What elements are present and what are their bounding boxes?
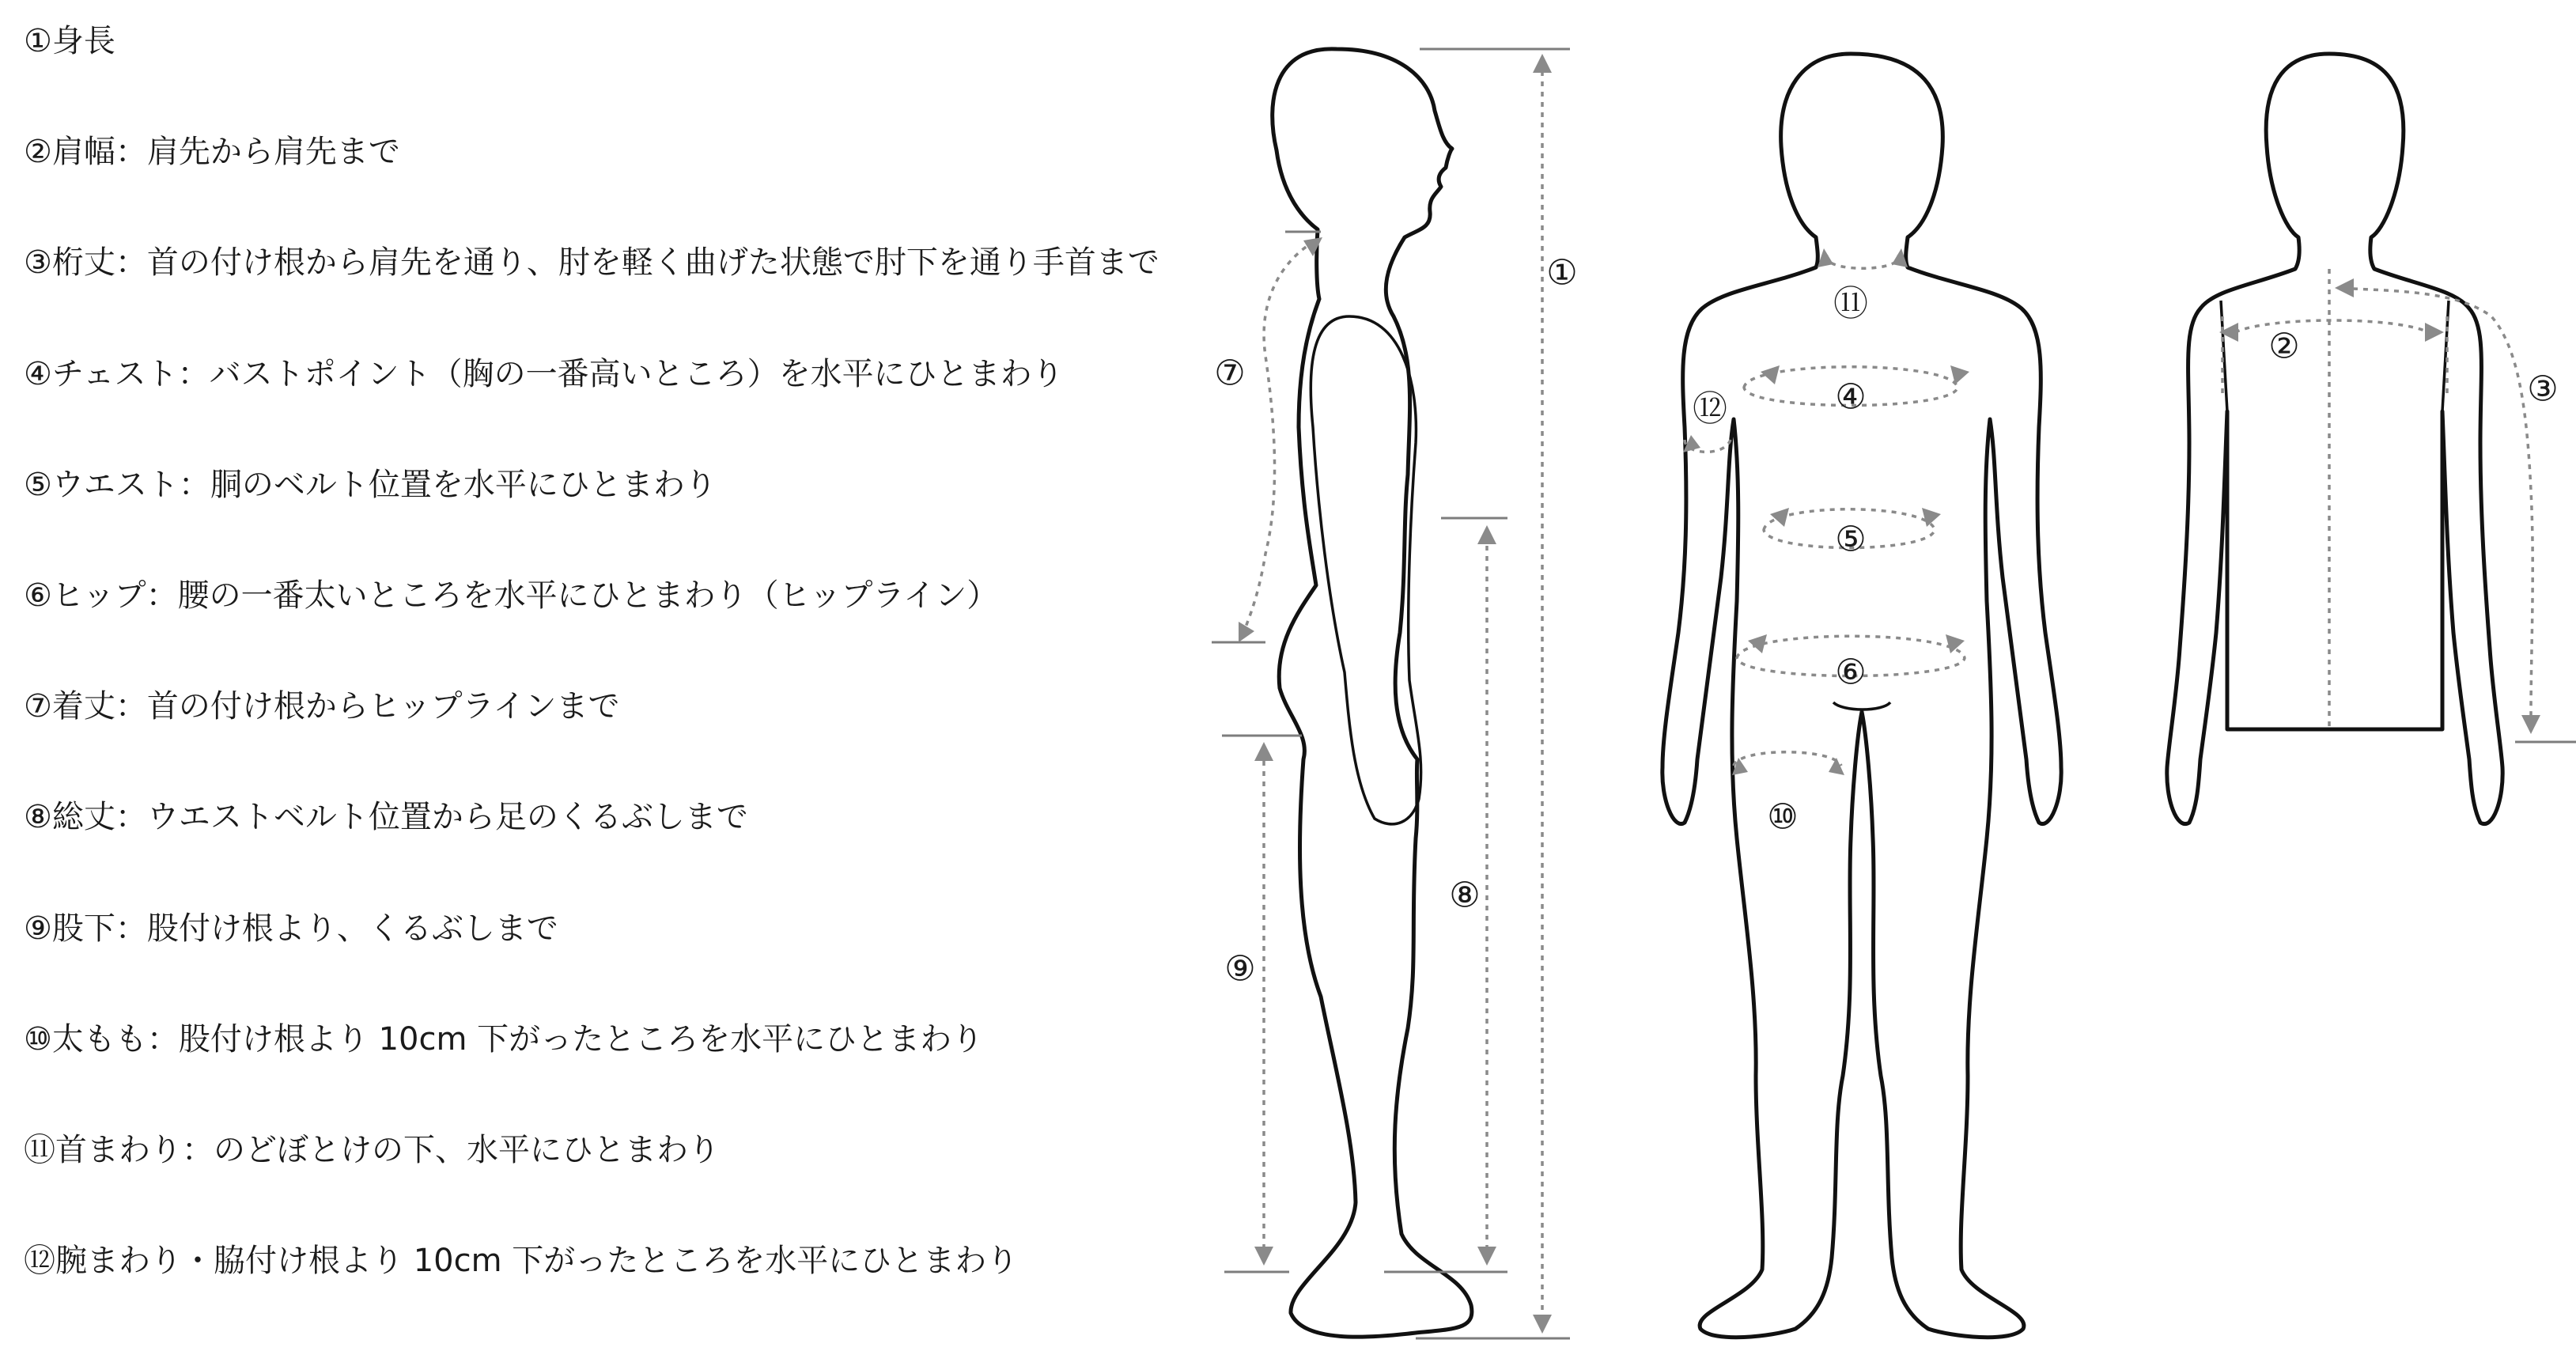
legend-item-chest: ④チェスト：バストポイント（胸の一番高いところ）を水平にひとまわり: [24, 355, 1064, 392]
legend-item-total-length: ⑧総丈：ウエストベルト位置から足のくるぶしまで: [24, 799, 748, 836]
legend-item-height: ①身長: [24, 23, 115, 59]
measure-height: [1533, 54, 1578, 1334]
legend-item-body-length: ⑦着丈：首の付け根からヒップラインまで: [24, 688, 620, 725]
marker-6: ⑥: [1835, 652, 1867, 693]
legend-item-waist: ⑤ウエスト：胴のベルト位置を水平にひとまわり: [24, 466, 717, 503]
legend-item-arm: ⑫腕まわり・脇付け根より 10cm 下がったところを水平にひとまわり: [24, 1243, 1019, 1280]
marker-2: ②: [2268, 326, 2300, 367]
front-view-figure: [1662, 54, 2061, 1338]
marker-9: ⑨: [1224, 948, 1256, 990]
side-view-figure: [1273, 49, 1472, 1337]
back-view-figure: [2167, 54, 2502, 824]
front-body-outline: [1662, 54, 2061, 1338]
marker-11: ⑪: [1833, 283, 1868, 324]
legend-item-neck: ⑪首まわり：のどぼとけの下、水平にひとまわり: [24, 1131, 720, 1168]
legend-item-hip: ⑥ヒップ：腰の一番太いところを水平にひとまわり（ヒップライン）: [24, 577, 999, 614]
marker-8: ⑧: [1449, 875, 1481, 916]
back-body-outline: [2167, 54, 2502, 824]
legend-item-inseam: ⑨股下：股付け根より、くるぶしまで: [24, 910, 558, 947]
legend-item-sleeve-length: ③桁丈：首の付け根から肩先を通り、肘を軽く曲げた状態で肘下を通り手首まで: [24, 244, 1159, 282]
marker-5: ⑤: [1835, 519, 1867, 560]
side-body-outline: [1273, 49, 1472, 1337]
marker-4: ④: [1835, 377, 1867, 418]
measure-total-length: [1449, 525, 1496, 1266]
legend-item-shoulder-width: ②肩幅：肩先から肩先まで: [24, 134, 400, 171]
legend-item-thigh: ⑩太もも：股付け根より 10cm 下がったところを水平にひとまわり: [24, 1020, 984, 1058]
marker-1: ①: [1546, 252, 1578, 293]
marker-10: ⑩: [1767, 797, 1799, 838]
marker-7: ⑦: [1214, 353, 1246, 394]
marker-12: ⑫: [1693, 388, 1727, 430]
marker-3: ③: [2527, 369, 2559, 410]
measure-inseam: [1224, 742, 1273, 1266]
